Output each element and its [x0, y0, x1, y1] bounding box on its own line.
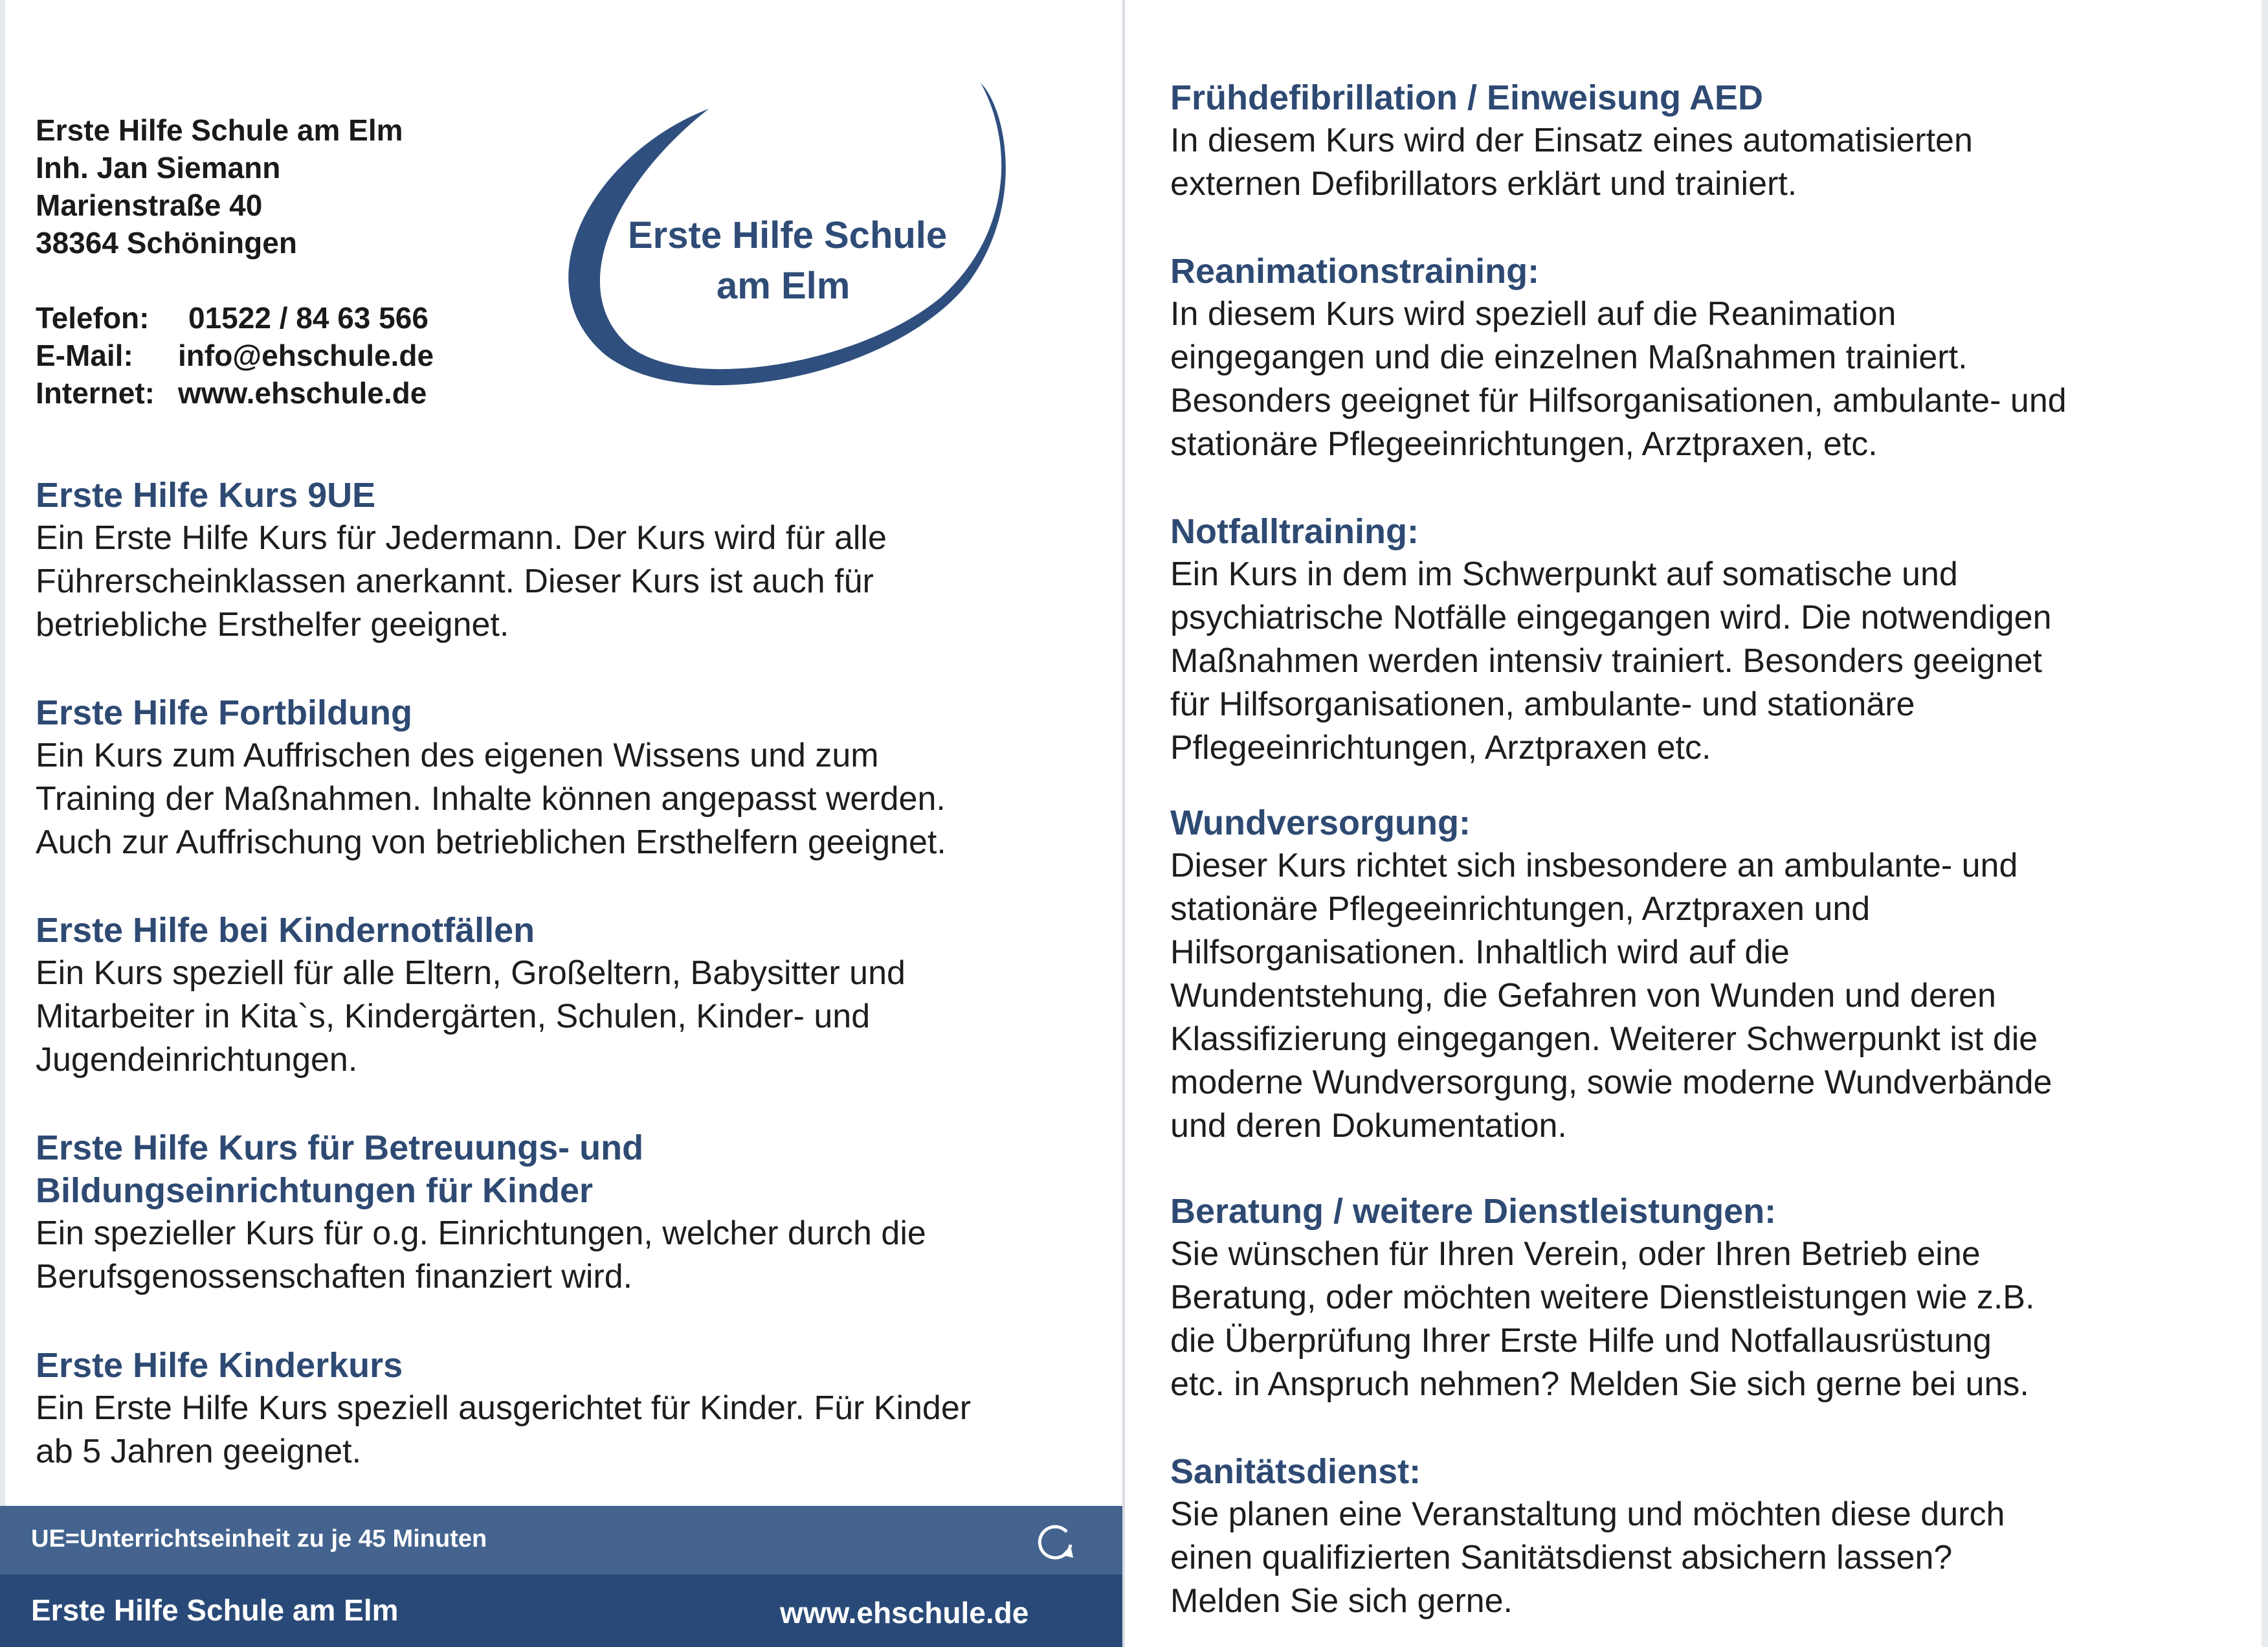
section-title-line-2: Bildungseinrichtungen für Kinder [36, 1171, 593, 1210]
section-text: In diesem Kurs wird der Einsatz eines automatisierten [1170, 122, 1973, 159]
section-wundversorgung [1170, 801, 2245, 1148]
section-text: Melden Sie sich gerne. [1170, 1582, 1513, 1620]
section-9ue [36, 474, 1097, 647]
section-title: Frühdefibrillation / Einweisung AED [1170, 78, 1764, 117]
web-row [36, 374, 434, 412]
section-title: Sanitätsdienst: [1170, 1452, 1421, 1491]
city-address: 38364 Schöningen [36, 226, 297, 260]
logo-line-2: am Elm [717, 265, 850, 307]
section-text: stationäre Pflegeeinrichtungen, Arztpraxen und [1170, 890, 1871, 928]
section-title: Reanimationstraining: [1170, 252, 1540, 291]
section-title: Erste Hilfe Kurs 9UE [36, 476, 376, 515]
section-text: Besonders geeignet für Hilfsorganisationen, ambulante- und [1170, 382, 2067, 420]
section-text: Jugendeinrichtungen. [36, 1041, 358, 1079]
section-kinderkurs [36, 1344, 1097, 1473]
footer-website-link[interactable]: www.ehschule.de [780, 1596, 1029, 1630]
section-text: Ein Erste Hilfe Kurs speziell ausgerichtet für Kinder. Für Kinder [36, 1389, 972, 1427]
email-row [36, 337, 434, 374]
section-fortbildung [36, 691, 1097, 864]
section-text: ab 5 Jahren geeignet. [36, 1433, 362, 1470]
web-label: Internet: [36, 376, 155, 410]
section-kindernotfaelle [36, 909, 1097, 1082]
section-title: Erste Hilfe bei Kindernotfällen [36, 911, 535, 950]
section-text: Sie planen eine Veranstaltung und möchten diese durch [1170, 1496, 2005, 1533]
section-text: eingegangen und die einzelnen Maßnahmen trainiert. [1170, 339, 1968, 376]
section-text: Klassifizierung eingegangen. Weiterer Schwerpunkt ist die [1170, 1020, 2038, 1058]
section-text: Wundentstehung, die Gefahren von Wunden und deren [1170, 977, 1996, 1014]
section-text: Ein Kurs speziell für alle Eltern, Großeltern, Babysitter und [36, 954, 906, 992]
section-text: stationäre Pflegeeinrichtungen, Arztpraxen, etc. [1170, 425, 1878, 463]
section-text: Ein Kurs zum Auffrischen des eigenen Wissens und zum [36, 737, 879, 774]
section-title: Erste Hilfe Kinderkurs [36, 1346, 403, 1385]
phone-label: Telefon: [36, 301, 150, 335]
section-text: Training der Maßnahmen. Inhalte können angepasst werden. [36, 780, 946, 818]
street-address: Marienstraße 40 [36, 188, 263, 222]
section-text: Dieser Kurs richtet sich insbesondere an ambulante- und [1170, 847, 2018, 884]
section-text: Führerscheinklassen anerkannt. Dieser Kurs ist auch für [36, 563, 874, 600]
section-text: einen qualifizierten Sanitätsdienst absichern lassen? [1170, 1539, 1953, 1576]
section-text: Hilfsorganisationen. Inhaltlich wird auf die [1170, 934, 1790, 971]
section-text: Mitarbeiter in Kita`s, Kindergärten, Schulen, Kinder- und [36, 998, 871, 1035]
section-text: für Hilfsorganisationen, ambulante- und stationäre [1170, 686, 1915, 723]
school-logo [515, 70, 1071, 420]
section-text: Beratung, oder möchten weitere Dienstleistungen wie z.B. [1170, 1279, 2035, 1316]
section-text: moderne Wundversorgung, sowie moderne Wundverbände [1170, 1064, 2052, 1101]
section-text: Ein Erste Hilfe Kurs für Jedermann. Der Kurs wird für alle [36, 519, 887, 557]
phone-row [36, 299, 434, 337]
section-text: Auch zur Auffrischung von betrieblichen Ersthelfern geeignet. [36, 824, 946, 861]
footer-school-name: Erste Hilfe Schule am Elm [31, 1593, 399, 1627]
section-text: etc. in Anspruch nehmen? Melden Sie sich gerne bei uns. [1170, 1365, 2029, 1403]
footer-ue-bar [0, 1506, 1125, 1574]
logo-line-1: Erste Hilfe Schule [628, 214, 948, 256]
owner-name: Inh. Jan Siemann [36, 151, 281, 185]
section-text: und deren Dokumentation. [1170, 1107, 1567, 1145]
section-text: In diesem Kurs wird speziell auf die Reanimation [1170, 295, 1896, 333]
paper-edge [2262, 0, 2268, 1647]
school-name: Erste Hilfe Schule am Elm [36, 113, 403, 147]
section-text: Maßnahmen werden intensiv trainiert. Besonders geeignet [1170, 642, 2042, 680]
refresh-icon [1033, 1519, 1078, 1564]
section-text: Ein Kurs in dem im Schwerpunkt auf somatische und [1170, 555, 1958, 593]
section-text: betriebliche Ersthelfer geeignet. [36, 606, 509, 644]
contact-block [36, 111, 434, 412]
section-betreuungseinrichtungen [36, 1126, 1097, 1299]
email-label: E-Mail: [36, 339, 133, 372]
section-text: Berufsgenossenschaften finanziert wird. [36, 1258, 633, 1295]
section-text: Ein spezieller Kurs für o.g. Einrichtungen, welcher durch die [36, 1215, 926, 1252]
left-panel [0, 0, 1125, 1647]
section-title: Wundversorgung: [1170, 803, 1471, 842]
section-title: Erste Hilfe Fortbildung [36, 693, 413, 732]
section-text: psychiatrische Notfälle eingegangen wird. Die notwendigen [1170, 599, 2052, 636]
section-notfalltraining [1170, 510, 2245, 770]
section-reanimation [1170, 250, 2245, 466]
section-title: Beratung / weitere Dienstleistungen: [1170, 1192, 1777, 1231]
section-title: Erste Hilfe Kurs für Betreuungs- und [36, 1128, 644, 1167]
paper-edge [0, 0, 5, 1647]
phone-value: 01522 / 84 63 566 [188, 301, 428, 335]
section-text: externen Defibrillators erklärt und trainiert. [1170, 165, 1797, 203]
ue-note: UE=Unterrichtseinheit zu je 45 Minuten [31, 1525, 487, 1552]
email-value: info@ehschule.de [178, 339, 434, 372]
section-beratung [1170, 1190, 2245, 1406]
section-text: Pflegeeinrichtungen, Arztpraxen etc. [1170, 729, 1711, 767]
section-title: Notfalltraining: [1170, 512, 1419, 551]
section-aed [1170, 76, 2245, 206]
footer-main-bar [0, 1574, 1125, 1647]
section-sanitaetsdienst [1170, 1450, 2245, 1623]
web-value: www.ehschule.de [178, 376, 427, 410]
section-text: Sie wünschen für Ihren Verein, oder Ihren Betrieb eine [1170, 1235, 1981, 1273]
section-text: die Überprüfung Ihrer Erste Hilfe und Notfallausrüstung [1170, 1322, 1992, 1360]
